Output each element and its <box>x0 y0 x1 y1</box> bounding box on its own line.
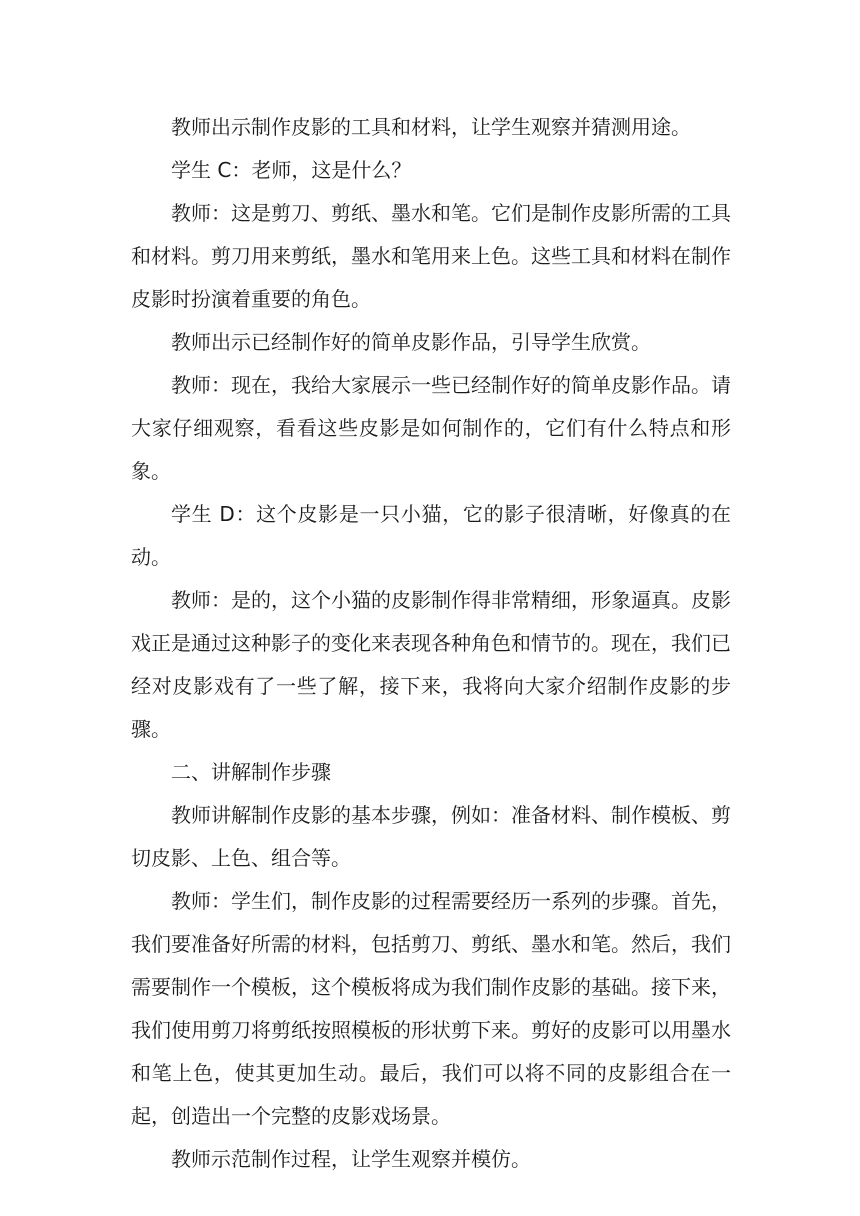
paragraph-student-d-answer: 学生 D：这个皮影是一只小猫，它的影子很清晰，好像真的在动。 <box>131 502 731 569</box>
paragraph-teacher-transition: 教师：是的，这个小猫的皮影制作得非常精细，形象逼真。皮影戏正是通过这种影子的变化来表现各种角色和情节的。现在，我们已经对皮影戏有了一些了解，接下来，我将向大家介绍制作皮影的步骤。 <box>131 588 731 741</box>
paragraph-teacher-explains-tools: 教师：这是剪刀、剪纸、墨水和笔。它们是制作皮影所需的工具和材料。剪刀用来剪纸，墨水和笔用来上色。这些工具和材料在制作皮影时扮演着重要的角色。 <box>131 201 731 311</box>
paragraph-teacher-shows-tools: 教师出示制作皮影的工具和材料，让学生观察并猜测用途。 <box>171 115 691 139</box>
document-body <box>131 106 731 1181</box>
paragraph-teacher-shows-works: 教师出示已经制作好的简单皮影作品，引导学生欣赏。 <box>171 330 651 354</box>
paragraph-teacher-invites-observation: 教师：现在，我给大家展示一些已经制作好的简单皮影作品。请大家仔细观察，看看这些皮影是如何制作的，它们有什么特点和形象。 <box>131 373 731 483</box>
paragraph-teacher-steps-detail: 教师：学生们，制作皮影的过程需要经历一系列的步骤。首先，我们要准备好所需的材料，包括剪刀、剪纸、墨水和笔。然后，我们需要制作一个模板，这个模板将成为我们制作皮影的基础。接下来，我们使用剪刀将剪纸按照模板的形状剪下来。剪好的皮影可以用墨水和笔上色，使其更加生动。最后，我们可以将不同的皮影组合在一起，创造出一个完整的皮影戏场景。 <box>131 889 731 1128</box>
paragraph-basic-steps: 教师讲解制作皮影的基本步骤，例如：准备材料、制作模板、剪切皮影、上色、组合等。 <box>131 803 731 870</box>
paragraph-student-c-question: 学生 C：老师，这是什么？ <box>171 158 412 182</box>
section-heading-steps: 二、讲解制作步骤 <box>171 760 331 784</box>
paragraph-teacher-demonstration: 教师示范制作过程，让学生观察并模仿。 <box>171 1147 531 1171</box>
